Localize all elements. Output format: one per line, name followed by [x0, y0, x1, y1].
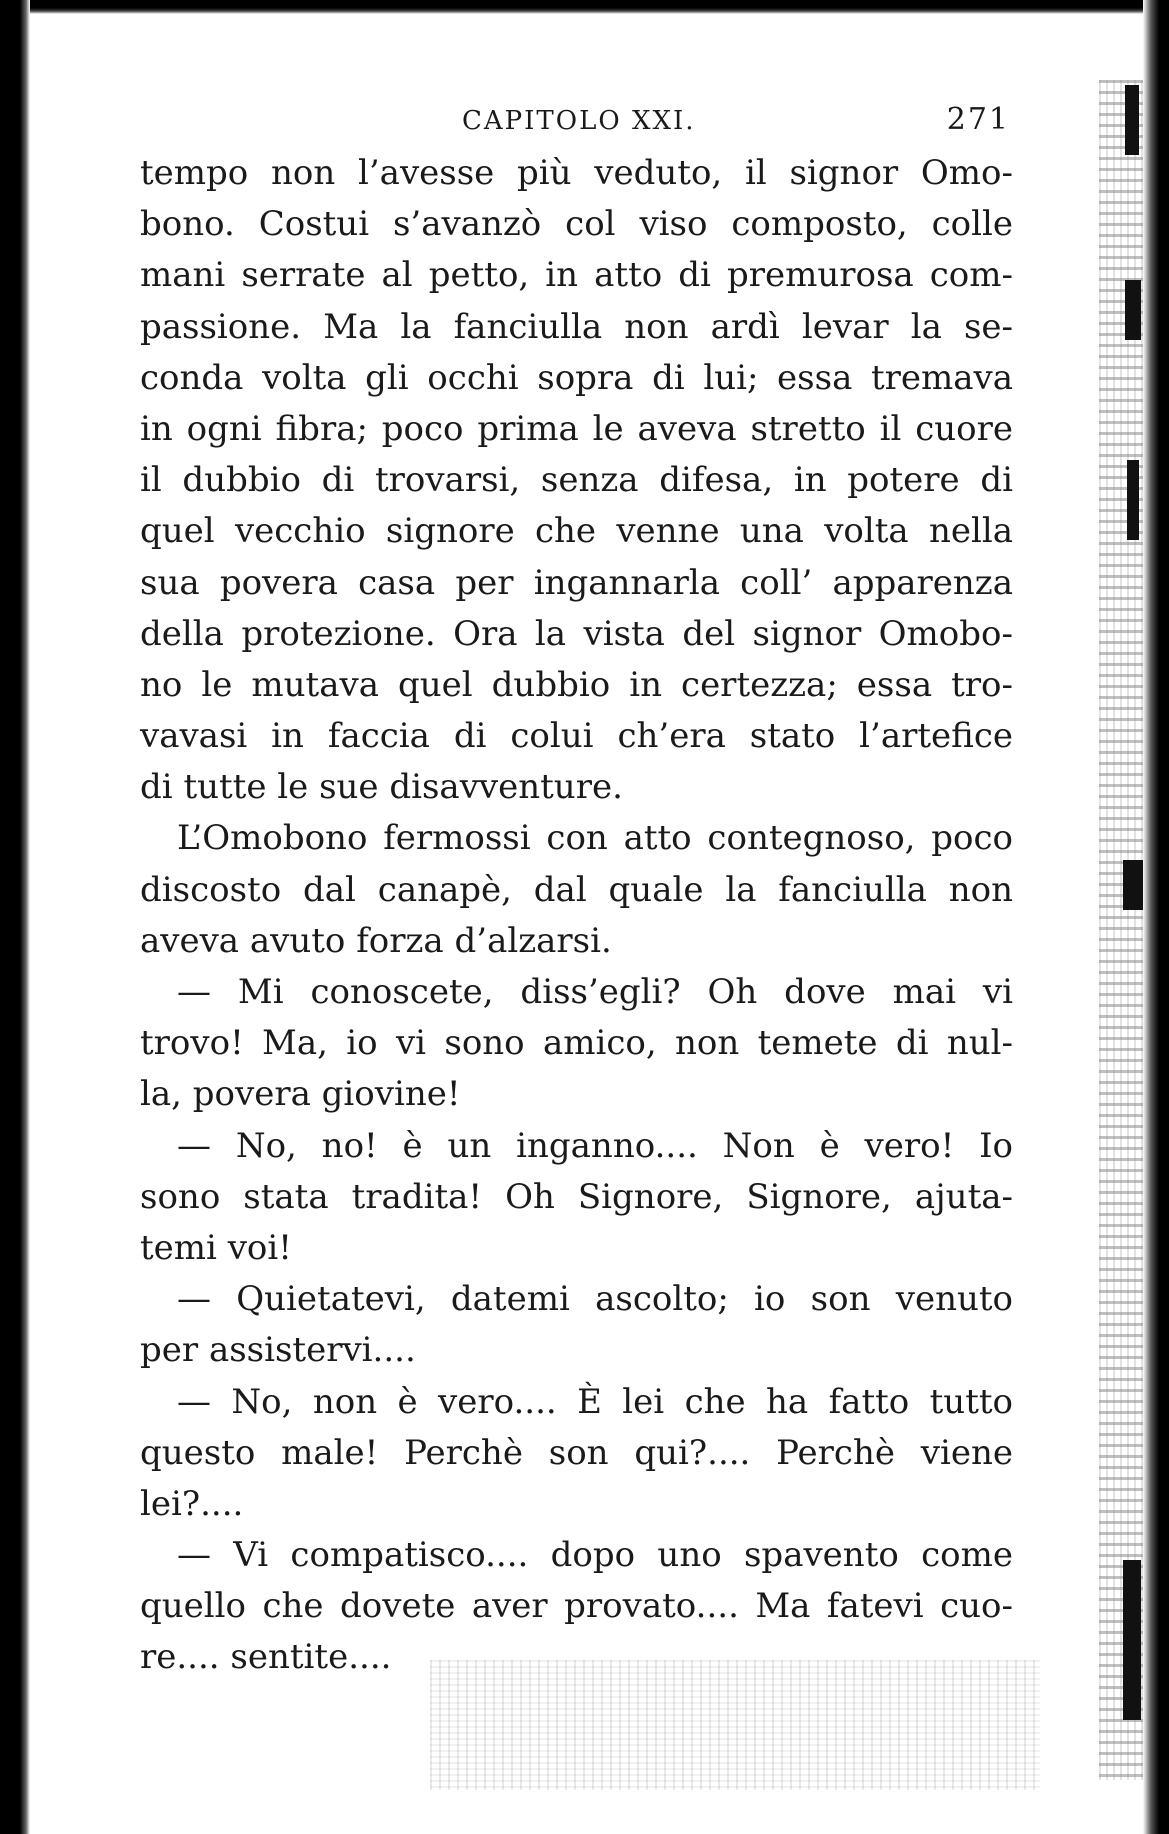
text-line: discosto dal canapè, dal quale la fanciulla non: [140, 869, 1013, 910]
text-line: mani serrate al petto, in atto di premurosa com-: [140, 255, 1013, 296]
running-head: CAPITOLO XXI.: [462, 106, 696, 136]
edge-mark: [1127, 460, 1139, 540]
edge-mark: [1125, 85, 1139, 155]
edge-mark: [1123, 1560, 1141, 1720]
dialogue-line: — No, no! è un inganno.... Non è vero! Io: [177, 1125, 1013, 1166]
text-line: di tutte le sue disavventure.: [140, 767, 623, 808]
text-line: passione. Ma la fanciulla non ardì levar la se-: [140, 306, 1013, 347]
page-header: [140, 102, 1010, 142]
scan-border-left: [0, 0, 30, 1834]
text-line: temi voi!: [140, 1227, 292, 1268]
dialogue-line: — Vi compatisco.... dopo uno spavento come: [177, 1535, 1013, 1576]
text-line: della protezione. Ora la vista del signor Omobo-: [140, 613, 1013, 654]
text-line: aveva avuto forza d’alzarsi.: [140, 920, 612, 961]
text-line: bono. Costui s’avanzò col viso composto, colle: [140, 204, 1013, 245]
text-body: [140, 148, 1013, 1684]
text-line: sono stata tradita! Oh Signore, Signore, ajuta-: [140, 1176, 1013, 1217]
text-line: re.... sentite....: [140, 1637, 392, 1678]
text-line: la, povera giovine!: [140, 1074, 461, 1115]
edge-mark: [1123, 860, 1143, 910]
text-line: questo male! Perchè son qui?.... Perchè viene: [140, 1432, 1013, 1473]
text-line: lei?....: [140, 1483, 244, 1524]
text-line: trovo! Ma, io vi sono amico, non temete di nul-: [140, 1023, 1013, 1064]
text-line: vavasi in faccia di colui ch’era stato l’artefice: [140, 716, 1013, 757]
text-line: L’Omobono fermossi con atto contegnoso, poco: [177, 818, 1013, 859]
edge-mark: [1125, 280, 1141, 340]
scan-border-top: [0, 0, 1169, 14]
dialogue-line: — Mi conoscete, diss’egli? Oh dove mai vi: [177, 972, 1013, 1012]
text-line: il dubbio di trovarsi, senza difesa, in potere di: [140, 460, 1013, 501]
page-number: 271: [946, 102, 1010, 137]
text-line: quel vecchio signore che venne una volta nella: [140, 511, 1013, 552]
text-line: no le mutava quel dubbio in certezza; essa tro-: [140, 664, 1013, 705]
text-line: quello che dovete aver provato.... Ma fatevi cuo-: [140, 1586, 1013, 1627]
text-line: tempo non l’avesse più veduto, il signor Omo-: [140, 153, 1013, 193]
scan-border-right: [1143, 0, 1169, 1834]
dialogue-line: — No, non è vero.... È lei che ha fatto tutto: [177, 1381, 1013, 1422]
text-line: in ogni fibra; poco prima le aveva stretto il cuore: [140, 408, 1013, 449]
text-line: sua povera casa per ingannarla coll’ apparenza: [140, 562, 1013, 603]
text-line: conda volta gli occhi sopra di lui; essa tremava: [140, 357, 1013, 398]
text-line: per assistervi....: [140, 1330, 416, 1371]
dialogue-line: — Quietatevi, datemi ascolto; io son venuto: [177, 1279, 1013, 1320]
